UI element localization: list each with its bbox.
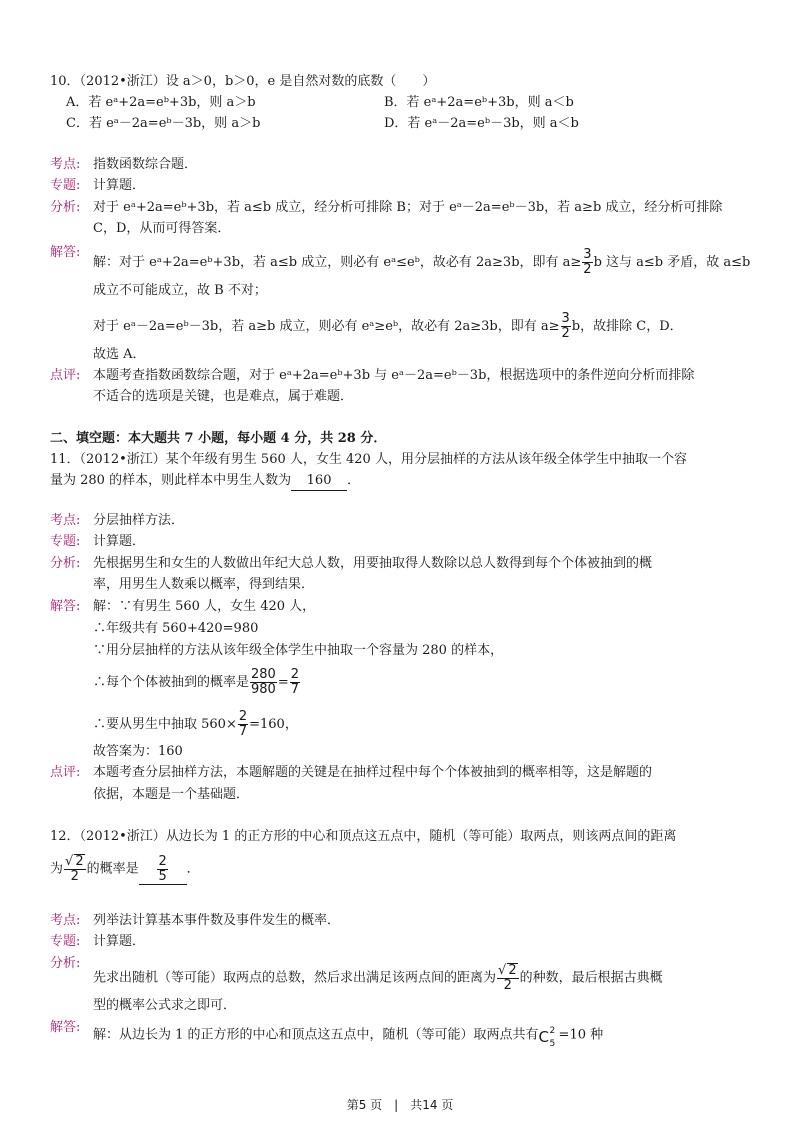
q12-stem-line1: 12．（2012•浙江）从边长为 1 的正方形的中心和顶点这五点中，随机（等可能）取两点，则该两点间的距离 <box>50 829 677 844</box>
q10-option-d: D．若 eᵃ－2a=eᵇ－3b，则 a＜b <box>384 116 579 131</box>
q11-stem-line1: 11．（2012•浙江）某个年级有男生 560 人，女生 420 人，用分层抽样的方法从该年级全体学生中抽取一个容 <box>50 452 687 467</box>
q10-option-a: A．若 eᵃ+2a=eᵇ+3b，则 a＞b <box>66 95 256 110</box>
q11-jieda-line1: 解：∵有男生 560 人，女生 420 人， <box>93 599 316 614</box>
section-heading: 二、填空题：本大题共 7 小题，每小题 4 分，共 28 分． <box>50 431 387 446</box>
q10-stem: 10．（2012•浙江）设 a＞0，b＞0，e 是自然对数的底数（ ） <box>50 74 436 89</box>
q10-fenxi-line1: 对于 eᵃ+2a=eᵇ+3b，若 a≤b 成立，经分析可排除 B；对于 eᵃ－2a=eᵇ－3b，若 a≥b 成立，经分析可排除 <box>93 200 723 215</box>
q10-zhuanti: 计算题． <box>93 178 146 193</box>
fraction-280-980: $\frac{280}{980}$ <box>251 667 276 697</box>
fraction-3-2-b: $\frac{3}{2}$ <box>561 311 570 341</box>
q10-dianping-line1: 本题考查指数函数综合题，对于 eᵃ+2a=eᵇ+3b 与 eᵃ－2a=eᵇ－3b，根据选项中的条件逆向分析而排除 <box>93 368 695 383</box>
fraction-sqrt2-2: $\frac{√ 2}{2}$ <box>65 854 84 884</box>
q12-fenxi-line1: 先求出随机（等可能）取两点的总数，然后求出满足该两点间的距离为 $\frac{√ 2}{2}$ 的种数，最后根据古典概 <box>93 963 663 993</box>
q12-jieda-tag: 解答: <box>50 1020 81 1035</box>
q10-jieda-line1: 解：对于 eᵃ+2a=eᵇ+3b，若 a≤b 成立，则必有 eᵃ≤eᵇ，故必有 2a≥3b，即有 a≥ $\frac{3}{2}$ b 这与 a≤b 矛盾，故 a≤b <box>93 247 751 277</box>
q11-kaodian-tag: 考点: <box>50 513 81 528</box>
page-footer: 第5 页 | 共14 页 <box>346 1098 454 1112</box>
combination-c-5-2: C 2 5 <box>538 1026 556 1049</box>
q11-jieda-line6: 故答案为：160 <box>93 744 183 759</box>
q10-jieda-tag: 解答: <box>50 245 81 260</box>
q10-option-c: C．若 eᵃ－2a=eᵇ－3b，则 a＞b <box>66 116 261 131</box>
q12-fenxi-tag: 分析: <box>50 956 81 971</box>
q11-jieda-tag: 解答: <box>50 599 81 614</box>
fraction-3-2: $\frac{3}{2}$ <box>583 247 592 277</box>
fraction-2-5: $\frac{2}{5}$ <box>158 853 167 884</box>
q11-kaodian: 分层抽样方法． <box>93 513 185 528</box>
q11-fenxi-tag: 分析: <box>50 556 81 571</box>
q10-fenxi-line2: C，D，从而可得答案． <box>93 221 231 236</box>
q12-fenxi-line2: 型的概率公式求之即可． <box>93 998 237 1013</box>
q11-zhuanti-tag: 专题: <box>50 534 81 549</box>
q11-jieda-line2: ∴年级共有 560+420=980 <box>93 621 259 636</box>
q11-jieda-line5: ∴要从男生中抽取 560× $\frac{2}{7}$ =160， <box>93 709 298 739</box>
q12-kaodian-tag: 考点: <box>50 913 81 928</box>
q11-dianping-line2: 依据，本题是一个基础题． <box>93 787 250 802</box>
q10-dianping-tag: 点评: <box>50 368 81 383</box>
q10-jieda-line3: 对于 eᵃ－2a=eᵇ－3b，若 a≥b 成立，则必有 eᵃ≥eᵇ，故必有 2a≥3b，即有 a≥ $\frac{3}{2}$ b，故排除 C，D． <box>93 311 683 341</box>
q11-zhuanti: 计算题． <box>93 534 146 549</box>
fraction-2-7-b: $\frac{2}{7}$ <box>238 709 248 739</box>
q12-answer-blank <box>139 855 187 885</box>
q11-fenxi-line2: 率，用男生人数乘以概率，得到结果． <box>93 577 315 592</box>
q10-zhuanti-tag: 专题: <box>50 178 81 193</box>
fraction-2-7: $\frac{2}{7}$ <box>290 667 300 697</box>
q12-jieda-line1: 解：从边长为 1 的正方形的中心和顶点这五点中，随机（等可能）取两点共有 C 2 5 =10 种 <box>93 1026 604 1049</box>
q11-answer-blank: 160 <box>291 472 347 491</box>
q12-zhuanti-tag: 专题: <box>50 934 81 949</box>
q10-fenxi-tag: 分析: <box>50 200 81 215</box>
q11-jieda-line3: ∵用分层抽样的方法从该年级全体学生中抽取一个容量为 280 的样本， <box>93 643 504 658</box>
fraction-sqrt2-2-b: $\frac{√ 2}{2}$ <box>498 963 517 993</box>
q11-jieda-line4: ∴每个个体被抽到的概率是 $\frac{280}{980}$ = $\frac{2}{7}$ <box>93 667 300 697</box>
q10-dianping-line2: 不适合的选项是关键，也是难点，属于难题． <box>93 389 354 404</box>
q11-fenxi-line1: 先根据男生和女生的人数做出年纪大总人数，用要抽取得人数除以总人数得到每个个体被抽到的概 <box>93 556 653 571</box>
q11-stem-line2: 量为 280 的样本，则此样本中男生人数为 160 ． <box>50 472 360 491</box>
q10-jieda-line4: 故选 A． <box>93 347 146 362</box>
q11-dianping-tag: 点评: <box>50 765 81 780</box>
q10-jieda-line2: 成立不可能成立，故 B 不对； <box>93 283 267 298</box>
q10-option-b: B．若 eᵃ+2a=eᵇ+3b，则 a＜b <box>384 95 574 110</box>
q12-zhuanti: 计算题． <box>93 934 146 949</box>
q12-kaodian: 列举法计算基本事件数及事件发生的概率． <box>93 913 341 928</box>
q10-kaodian-tag: 考点: <box>50 157 81 172</box>
q12-stem-line2: 为 $\frac{√ 2}{2}$ 的概率是 $\frac{2}{5}$ ． <box>50 853 200 884</box>
q10-kaodian: 指数函数综合题． <box>93 157 198 172</box>
q11-dianping-line1: 本题考查分层抽样方法，本题解题的关键是在抽样过程中每个个体被抽到的概率相等，这是解题的 <box>93 765 653 780</box>
